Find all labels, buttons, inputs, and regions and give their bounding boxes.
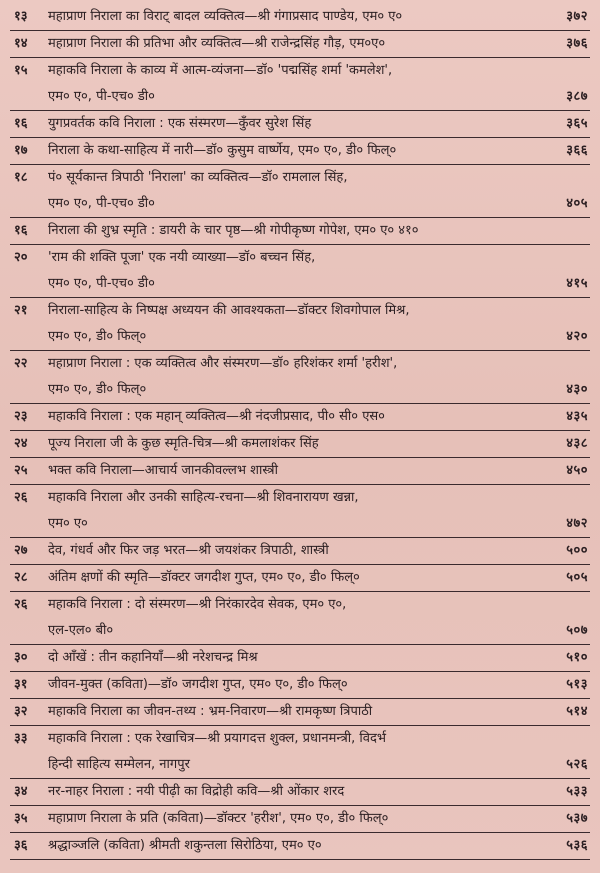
entry-number: ३४: [14, 784, 28, 799]
entry-title-line: नर-नाहर निराला : नयी पीढ़ी का विद्रोही कवि—श्री ओंकार शरद: [48, 784, 345, 799]
toc-entry: [10, 645, 590, 672]
entry-title: [48, 404, 590, 430]
entry-page-number: ३६६: [566, 143, 588, 158]
entry-page-number: ४३५: [566, 409, 588, 424]
entry-title: [48, 806, 590, 832]
entry-title-line: महाकवि निराला : दो संस्मरण—श्री निरंकारदेव सेवक, एम० ए०,: [48, 597, 347, 612]
toc-entry: [10, 4, 590, 31]
toc-entry: [10, 58, 590, 111]
entry-title: [48, 111, 590, 137]
toc-entry: [10, 351, 590, 404]
entry-title-line: एम० ए०: [48, 516, 88, 531]
entry-number: ३३: [14, 731, 28, 746]
toc-entry: [10, 458, 590, 485]
entry-title: [48, 726, 590, 778]
entry-title-line: पं० सूर्यकान्त त्रिपाठी 'निराला' का व्यक्तित्व—डॉ० रामलाल सिंह,: [48, 170, 348, 185]
entry-title: [48, 138, 590, 164]
entry-page-number: ४०५: [566, 196, 588, 211]
entry-title: [48, 833, 590, 859]
entry-page-number: ३८७: [566, 89, 588, 104]
toc-entry: [10, 538, 590, 565]
entry-title: [48, 565, 590, 591]
entry-number: २६: [14, 597, 28, 612]
entry-title: [48, 672, 590, 698]
entry-page-number: ४७२: [566, 516, 588, 531]
entry-page-number: ५३७: [566, 811, 588, 826]
entry-number: २७: [14, 543, 28, 558]
entry-number: १३: [14, 9, 28, 24]
entry-page-number: ४३०: [566, 382, 588, 397]
toc-entry: [10, 726, 590, 779]
entry-page-number: ५०७: [566, 623, 588, 638]
toc-entry: [10, 431, 590, 458]
entry-title-line: महाप्राण निराला : एक व्यक्तित्व और संस्मरण—डॉ० हरिशंकर शर्मा 'हरीश',: [48, 356, 398, 371]
entry-title-line: महाप्राण निराला की प्रतिभा और व्यक्तित्व—श्री राजेन्द्रसिंह गौड़, एम०ए०: [48, 36, 386, 51]
toc-entry: [10, 218, 590, 245]
entry-title: [48, 31, 590, 57]
toc-entry: [10, 165, 590, 218]
entry-number: १७: [14, 143, 28, 158]
entry-title-line: श्रद्धाञ्जलि (कविता) श्रीमती शकुन्तला सिरोठिया, एम० ए०: [48, 838, 322, 853]
entry-title-line: महाप्राण निराला के प्रति (कविता)—डॉक्टर 'हरीश', एम० ए०, डी० फिल्०: [48, 811, 389, 826]
entry-number: ३०: [14, 650, 28, 665]
entry-page-number: ५१०: [566, 650, 588, 665]
toc-entry: [10, 833, 590, 860]
entry-page-number: ४१५: [566, 276, 588, 291]
entry-title-line: महाकवि निराला के काव्य में आत्म-व्यंजना—डॉ० 'पद्मसिंह शर्मा 'कमलेश',: [48, 63, 393, 78]
entry-title-line: निराला के कथा-साहित्य में नारी—डॉ० कुसुम वार्ष्णेय, एम० ए०, डी० फिल्०: [48, 143, 397, 158]
entry-page-number: ५३६: [566, 838, 588, 853]
toc-entry: [10, 298, 590, 351]
entry-title-line: जीवन-मुक्त (कविता)—डॉ० जगदीश गुप्त, एम० ए०, डी० फिल्०: [48, 677, 348, 692]
toc-entry: [10, 138, 590, 165]
entry-page-number: ३६५: [566, 116, 588, 131]
toc-entry: [10, 404, 590, 431]
entry-title-line: एल-एल० बी०: [48, 623, 114, 638]
entry-number: १६: [14, 116, 28, 131]
entry-page-number: ३७२: [566, 9, 588, 24]
toc-entry: [10, 565, 590, 592]
entry-title: [48, 592, 590, 644]
entry-title-line: देव, गंधर्व और फिर जड़ भरत—श्री जयशंकर त्रिपाठी, शास्त्री: [48, 543, 329, 558]
entry-number: ३१: [14, 677, 28, 692]
toc-entry: [10, 245, 590, 298]
entry-title-line: महाप्राण निराला का विराट् बादल व्यक्तित्व—श्री गंगाप्रसाद पाण्डेय, एम० ए०: [48, 9, 403, 24]
entry-title-line: निराला-साहित्य के निष्पक्ष अध्ययन की आवश्यकता—डॉक्टर शिवगोपाल मिश्र,: [48, 303, 410, 318]
entry-title: [48, 458, 590, 484]
entry-title: [48, 298, 590, 350]
entry-title-line: हिन्दी साहित्य सम्मेलन, नागपुर: [48, 757, 190, 772]
entry-title: [48, 538, 590, 564]
toc-entry: [10, 779, 590, 806]
entry-title-line: एम० ए०, डी० फिल्०: [48, 329, 147, 344]
entry-title: [48, 4, 590, 30]
toc-entry: [10, 672, 590, 699]
entry-page-number: ५००: [566, 543, 588, 558]
entry-number: १६: [14, 223, 28, 238]
toc-entry: [10, 699, 590, 726]
entry-page-number: ३७६: [566, 36, 588, 51]
entry-title-line: महाकवि निराला का जीवन-तथ्य : भ्रम-निवारण—श्री रामकृष्ण त्रिपाठी: [48, 704, 373, 719]
entry-number: ३२: [14, 704, 28, 719]
entry-page-number: ५१३: [566, 677, 588, 692]
entry-title-line: दो आँखें : तीन कहानियाँ—श्री नरेशचन्द्र मिश्र: [48, 650, 258, 665]
entry-title-line: निराला की शुभ्र स्मृति : डायरी के चार पृष्ठ—श्री गोपीकृष्ण गोपेश, एम० ए० ४१०: [48, 223, 419, 238]
entry-title-line: युगप्रवर्तक कवि निराला : एक संस्मरण—कुँवर सुरेश सिंह: [48, 116, 312, 131]
entry-number: २५: [14, 463, 28, 478]
entry-title: [48, 645, 590, 671]
entry-title-line: अंतिम क्षणों की स्मृति—डॉक्टर जगदीश गुप्त, एम० ए०, डी० फिल्०: [48, 570, 360, 585]
entry-title: [48, 58, 590, 110]
entry-title-line: महाकवि निराला : एक महान् व्यक्तित्व—श्री नंदजीप्रसाद, पी० सी० एस०: [48, 409, 385, 424]
entry-number: २६: [14, 490, 28, 505]
entry-title: [48, 245, 590, 297]
entry-page-number: ४५०: [566, 463, 588, 478]
entry-number: २३: [14, 409, 28, 424]
entry-page-number: ५१४: [566, 704, 588, 719]
entry-number: २०: [14, 250, 28, 265]
entry-number: १८: [14, 170, 28, 185]
entry-title-line: एम० ए०, पी-एच० डी०: [48, 89, 155, 104]
entry-title-line: एम० ए०, पी-एच० डी०: [48, 196, 155, 211]
entry-title: [48, 485, 590, 537]
toc-entry: [10, 111, 590, 138]
entry-title: [48, 431, 590, 457]
entry-title-line: 'राम की शक्ति पूजा' एक नयी व्याख्या—डॉ० बच्चन सिंह,: [48, 250, 316, 265]
entry-title-line: भक्त कवि निराला—आचार्य जानकीवल्लभ शास्त्री: [48, 463, 278, 478]
entry-title: [48, 351, 590, 403]
entry-page-number: ५२६: [566, 757, 588, 772]
entry-title: [48, 699, 590, 725]
toc-entry: [10, 31, 590, 58]
entry-title: [48, 218, 590, 244]
entry-number: ३६: [14, 838, 28, 853]
entry-number: २२: [14, 356, 28, 371]
entry-title-line: एम० ए०, पी-एच० डी०: [48, 276, 155, 291]
entry-title-line: महाकवि निराला और उनकी साहित्य-रचना—श्री शिवनारायण खन्ना,: [48, 490, 359, 505]
entry-number: १४: [14, 36, 28, 51]
entry-page-number: ४३८: [566, 436, 588, 451]
entry-title-line: पूज्य निराला जी के कुछ स्मृति-चित्र—श्री कमलाशंकर सिंह: [48, 436, 319, 451]
entry-page-number: ५०५: [566, 570, 588, 585]
toc-entry: [10, 592, 590, 645]
entry-number: ३५: [14, 811, 28, 826]
entry-title: [48, 779, 590, 805]
entry-number: २८: [14, 570, 28, 585]
entry-title-line: एम० ए०, डी० फिल्०: [48, 382, 147, 397]
entry-page-number: ५३३: [566, 784, 588, 799]
entry-title-line: महाकवि निराला : एक रेखाचित्र—श्री प्रयागदत्त शुक्ल, प्रधानमन्त्री, विदर्भ: [48, 731, 387, 746]
entry-number: २१: [14, 303, 28, 318]
toc-entry: [10, 806, 590, 833]
entry-page-number: ४२०: [566, 329, 588, 344]
entry-number: १५: [14, 63, 28, 78]
entry-number: २४: [14, 436, 28, 451]
entry-title: [48, 165, 590, 217]
toc-entry: [10, 485, 590, 538]
